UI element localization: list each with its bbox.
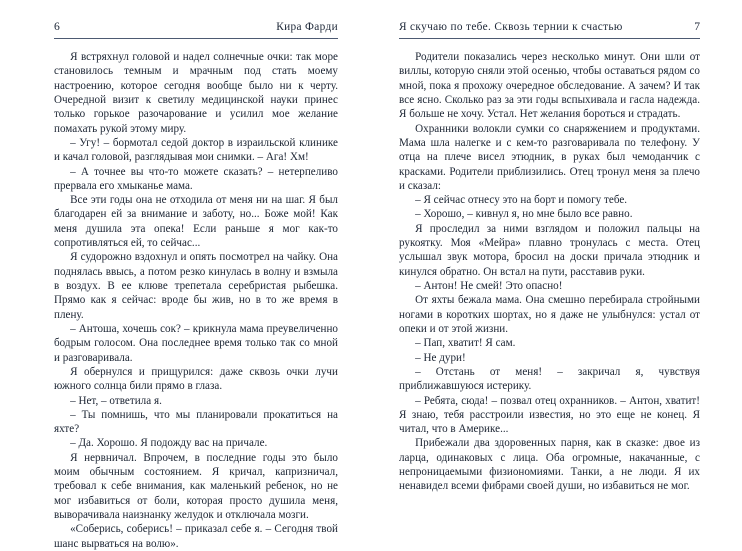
paragraph: – Да. Хорошо. Я подожду вас на причале.	[70, 437, 268, 450]
paragraph: Прибежали два здоровенных парня, как в сказке: двое из ларца, одинаковых с лица. Оба огромные, накачанные, с непроницаемыми физиономиями. Танки, а не люди. Я их ненавидел всеми фибрами своей души, но избавиться не мог.	[399, 437, 700, 493]
paragraph: – Антоша, хочешь сок? – крикнула мама преувеличенно бодрым голосом. Она последнее время только так со мной и разговаривала.	[54, 322, 338, 364]
paragraph: – Нет, – ответила я.	[70, 394, 162, 407]
right-page-number: 7	[694, 20, 700, 33]
right-running-title: Я скучаю по тебе. Сквозь тернии к счастью	[399, 21, 623, 33]
paragraph: От яхты бежала мама. Она смешно перебирала стройными ногами в коротких шортах, но я даже не улыбнулся: устал от опеки и от этой жизни.	[399, 294, 700, 335]
left-running-title: Кира Фарди	[276, 21, 338, 33]
left-page	[0, 0, 371, 550]
paragraph: Я обернулся и прищурился: даже сквозь очки лучи южного солнца били прямо в глаза.	[54, 365, 338, 393]
paragraph: – Антон! Не смей! Это опасно!	[415, 280, 563, 292]
right-page-body	[399, 50, 700, 494]
paragraph: – Хорошо, – кивнул я, но мне было все равно.	[415, 208, 633, 221]
paragraph: – Пап, хватит! Я сам.	[415, 337, 516, 350]
paragraph: – Не дури!	[415, 351, 466, 364]
left-running-head	[54, 20, 338, 35]
paragraph: Я судорожно вздохнул и опять посмотрел на чайку. Она поднялась ввысь, а потом резко кинулась в волну и взмыла в воздух. В ее клюве трепетала серебристая рыбешка. Прямо как я сейчас: вроде бы жив, но в то же время в плену.	[54, 251, 338, 321]
paragraph: «Соберись, соберись! – приказал себе я. – Сегодня твой шанс вырваться на волю».	[54, 523, 338, 550]
right-page	[371, 0, 742, 540]
paragraph: – Отстань от меня! – закричал я, чувствуя приближавшуюся истерику.	[399, 365, 700, 393]
paragraph: Охранники волокли сумки со снаряжением и продуктами. Мама шла налегке и с кем-то разговаривала по телефону. У отца на плече висел этюдник, в руках был чемоданчик с красками. Родители приблизились. Отец тронул меня за плечо и сказал:	[399, 122, 700, 192]
paragraph: Родители показались через несколько минут. Они шли от виллы, которую сняли этой осенью, чтобы оставаться рядом со мной, пока я прохожу очередное обследование. А зачем? И так все ясно. Сколько раз за эти годы вспыхивала и гасла надежда. Я больше не хочу. Устал. Нет желания бороться и страдать.	[399, 51, 700, 121]
left-header-rule	[54, 38, 338, 39]
right-running-head	[399, 20, 700, 35]
paragraph: – Ты помнишь, что мы планировали прокатиться на яхте?	[54, 408, 338, 436]
paragraph: Я проследил за ними взглядом и положил пальцы на рукоятку. Моя «Мейра» плавно тронулась с места. Отец услышал звук мотора, бросил на доски причала этюдник и кинулся обратно. Он встал на пути, расставив руки.	[399, 222, 700, 278]
paragraph: – А точнее вы что-то можете сказать? – нетерпеливо прервала его хмыканье мама.	[54, 165, 338, 192]
paragraph: – Угу! – бормотал седой доктор в израильской клинике и качал головой, разглядывая мои снимки. – Ага! Хм!	[54, 136, 338, 164]
right-header-rule	[399, 38, 700, 39]
left-page-body	[54, 50, 338, 551]
left-page-number: 6	[54, 20, 60, 33]
paragraph: – Я сейчас отнесу это на борт и помогу тебе.	[415, 194, 628, 207]
paragraph: Я нервничал. Впрочем, в последние годы это было моим обычным состоянием. Я кричал, капризничал, требовал к себе внимания, как маленький ребенок, но не мог избавиться от боли, которая просто душила меня, выворачивала наизнанку желудок и отключала мозги.	[54, 451, 338, 521]
paragraph: – Ребята, сюда! – позвал отец охранников. – Антон, хватит! Я знаю, тебя расстроили известия, но это еще не конец. Я читал, что в Америке...	[399, 394, 700, 436]
paragraph: Все эти годы она не отходила от меня ни на шаг. Я был благодарен ей за внимание и заботу, но... Боже мой! Как меня душила эта опека! Если раньше я мог как-то сопротивляться ей, то сейчас...	[54, 194, 338, 250]
paragraph: Я встряхнул головой и надел солнечные очки: так море становилось темным и мрачным под стать моему настроению, которое сегодня вообще было ни к черту. Очередной визит к светилу медицинской науки принес только горькое разочарование и усилил мое желание помахать рукой этому миру.	[54, 51, 338, 135]
